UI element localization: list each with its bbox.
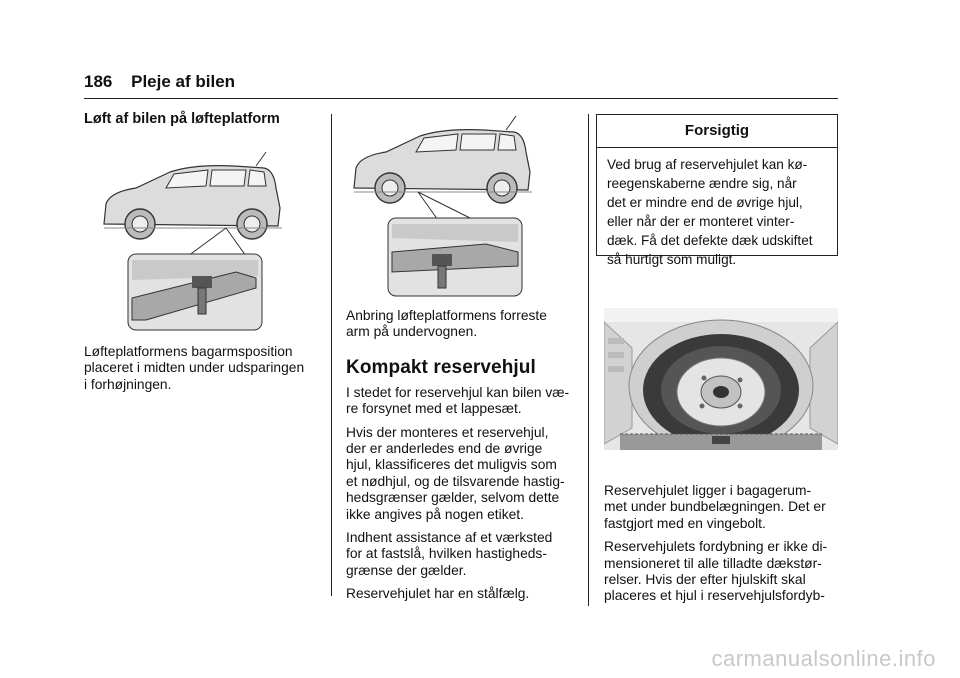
page-header xyxy=(84,72,235,92)
text-line: Reservehjulet ligger i bagagerum- xyxy=(604,483,812,498)
spare-wheel-illustration xyxy=(604,308,838,450)
text-line: et nødhjul, og de tilsvarende hastig- xyxy=(346,473,565,489)
text-line: placeres et hjul i reservehjulsfordyb- xyxy=(604,588,825,604)
caution-box xyxy=(596,114,838,267)
text-line: re forsynet med et lappesæt. xyxy=(346,401,522,417)
column-3 xyxy=(604,483,844,605)
caution-line: dæk. Få det defekte dæk udskiftet xyxy=(607,233,813,248)
caption-line: placeret i midten under udsparingen xyxy=(84,360,305,376)
paragraph xyxy=(346,425,582,523)
text-line: Indhent assistance af et værksted xyxy=(346,530,553,546)
paragraph xyxy=(604,483,844,532)
column-divider-1 xyxy=(331,114,332,596)
caption-line: Anbring løfteplatformens forreste xyxy=(346,308,547,323)
text-line: I stedet for reservehjul kan bilen væ- xyxy=(346,384,570,400)
column-divider-2 xyxy=(588,114,589,606)
watermark: carmanualsonline.info xyxy=(711,646,936,671)
section-title: Pleje af bilen xyxy=(131,72,236,91)
compact-spare-heading: Kompakt reservehjul xyxy=(346,356,536,378)
caption-line: Løfteplatformens bagarmsposition xyxy=(84,344,293,359)
text-line: mensioneret til alle tilladte dækstør- xyxy=(604,555,822,571)
text-line: fastgjort med en vingebolt. xyxy=(604,515,766,531)
text-line: grænse der gælder. xyxy=(346,562,467,578)
paragraph xyxy=(346,586,582,602)
text-line: ikke angives på nogen etiket. xyxy=(346,506,524,522)
column-1 xyxy=(84,111,324,127)
lift-rear-illustration xyxy=(96,148,326,333)
caution-line: det er mindre end de øvrige hjul, xyxy=(607,195,803,210)
paragraph xyxy=(604,539,844,605)
lift-heading: Løft af bilen på løfteplatform xyxy=(84,111,280,127)
caution-line: reegenskaberne ændre sig, når xyxy=(607,176,797,191)
paragraph xyxy=(346,530,582,579)
caption-line: arm på undervognen. xyxy=(346,324,478,340)
text-line: Hvis der monteres et reservehjul, xyxy=(346,424,549,440)
header-rule xyxy=(84,98,838,99)
text-line: hedsgrænser gælder, selvom dette xyxy=(346,490,560,506)
text-line: for at fastslå, hvilken hastigheds- xyxy=(346,546,547,562)
text-line: Reservehjulet har en stålfælg. xyxy=(346,586,530,602)
column-2 xyxy=(346,308,582,603)
caution-title: Forsigtig xyxy=(597,115,837,148)
caption-line: i forhøjningen. xyxy=(84,376,172,392)
lift-front-illustration xyxy=(346,112,576,302)
caution-line: så hurtigt som muligt. xyxy=(607,252,737,267)
text-line: met under bundbelægningen. Det er xyxy=(604,499,826,515)
caution-line: Ved brug af reservehjulet kan kø- xyxy=(607,157,808,172)
text-line: hjul, klassificeres det muligvis som xyxy=(346,457,557,473)
lift-rear-caption xyxy=(84,344,324,393)
caution-body xyxy=(597,148,837,269)
caution-line: eller når der er monteret vinter- xyxy=(607,214,795,229)
page-number: 186 xyxy=(84,72,113,91)
text-line: Reservehjulets fordybning er ikke di- xyxy=(604,539,828,555)
paragraph xyxy=(346,385,582,418)
text-line: der er anderledes end de øvrige xyxy=(346,441,543,457)
text-line: relser. Hvis der efter hjulskift skal xyxy=(604,572,806,588)
